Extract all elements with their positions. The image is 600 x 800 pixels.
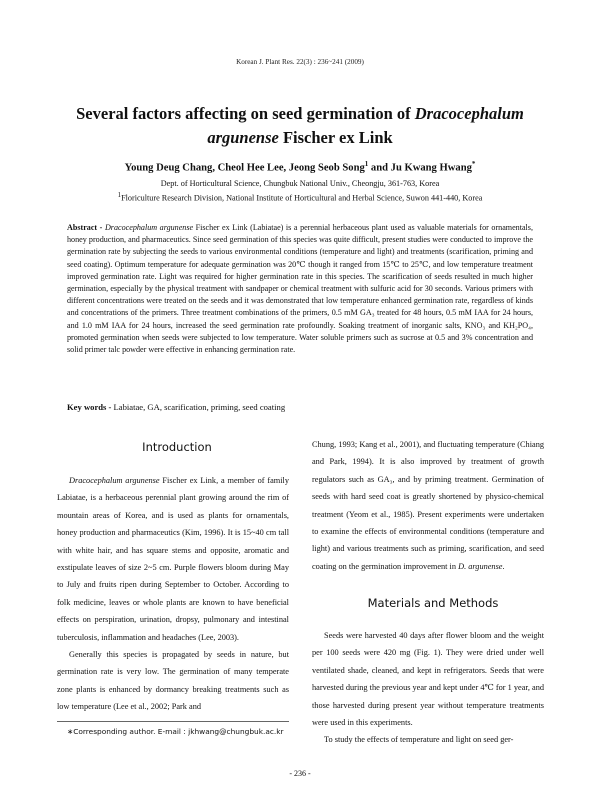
materials-methods-heading: Materials and Methods xyxy=(367,596,499,610)
author-list xyxy=(40,160,560,174)
introduction-heading: Introduction xyxy=(142,440,212,454)
footnote-divider xyxy=(57,721,289,722)
title-species-genus: Dracocephalum xyxy=(414,104,524,123)
intro-species: Dracocephalum argunense xyxy=(69,476,160,485)
affiliation-2-text: Floriculture Research Division, National Institute of Horticultural and Herbal Science, Suwon 441-440, Korea xyxy=(121,193,483,203)
keywords-label: Key words - xyxy=(67,402,114,412)
intro-p2-text: Generally this species is propagated by seeds in nature, but germination rate is very low. The germination of many temperate zone plants is enhanced by dormancy breaking treatments such as low temperature (Lee et al., 2002; Park and xyxy=(57,650,289,712)
intro-paragraph-2 xyxy=(57,646,289,716)
methods-p1-text: Seeds were harvested 40 days after flower bloom and the weight per 100 seeds were 420 mg (Fig. 1). They were dried under well ventilated shade, cleaned, and kept in refrigerators. Seeds that were harvested during the previous year and kept under 4℃ for 1 year, and those harvested during present year without temperature treatments were used in this experiments. xyxy=(312,631,544,728)
abstract-species: Dracocephalum argunense xyxy=(104,223,194,232)
methods-paragraph-1 xyxy=(312,627,544,731)
corresponding-author-footnote: ∗Corresponding author. E-mail : jkhwang@chungbuk.ac.kr xyxy=(67,727,284,736)
title-text: Several factors affecting on seed germination of xyxy=(76,104,415,123)
right-column-bottom xyxy=(312,627,544,749)
journal-header: Korean J. Plant Res. 22(3) : 236~241 (2009) xyxy=(236,58,364,66)
abstract-text: Fischer ex Link (Labiatae) is a perennial herbaceous plant used as valuable materials for ornamentals, honey production, and pharmaceutics. Since seed germination of this species was quite difficult, present studies were conducted to improve the germination rate by subjecting the seeds to various environmental conditions (temperature and light) and treatments (scarification, priming and seed coating). Optimum temperature for adequate germination was 20℃ though it ranged from 15℃ to 25℃, and low temperature treatment improved germination rate. Light was required for higher germination rate in this species. The scarification of seeds resulted in much higher germination, especially by the physical treatment with sandpaper or chemical treatment with sulfuric acid for 30 seconds. Various primers with different concentrations were treated on the seeds and it was demonstrated that low temperature enhanced germination rate, regardless of kinds and concentrations of the primers. Three treatment combinations of the primers, 0.5 mM GA₃ treated for 48 hours, 0.5 mM IAA for 24 hours, and 1.0 mM IAA for 24 hours, increased the seed germination rate profoundly. Soaking treatment of inorganic salts, KNO₃ and KH₂PO₄, promoted germination when seeds were subjected to low temperature. Water soluble primers such as sucrose at 0.5 and 3% concentration and solid primer talc powder were effective in enhancing germination rate. xyxy=(67,223,533,355)
title-species-epithet: argunense xyxy=(207,128,279,147)
corresponding-marker: * xyxy=(471,160,476,168)
title-authority: Fischer ex Link xyxy=(278,128,393,147)
methods-paragraph-2 xyxy=(312,731,544,748)
paper-title xyxy=(40,102,560,150)
abstract-label: Abstract - xyxy=(67,223,105,232)
intro-p1-text: Fischer ex Link, a member of family Labiatae, is a herbaceous perennial plant growing around the rim of mountain areas of Korea, and is used as plants for ornamentals, honey production and pharmaceutics (Kim, 1996). It is 15~40 cm tall with white hair, and has square stems and opposite, aromatic and exstipulate leaves of size 2~5 cm. Purple flowers bloom during May to July and fruits ripen during September to October. According to folk medicine, leaves or whole plants are known to have beneficial effects on perspiration, urination, dropsy, pulmonary and intestinal tuberculosis, inflammation and headaches (Lee, 2003). xyxy=(57,476,289,642)
intro-p3-text: Chung, 1993; Kang et al., 2001), and fluctuating temperature (Chiang and Park, 1994). It is also improved by treatment of growth regulators such as GA₃, and by priming treatment. Germination of seeds with hard seed coat is greatly shortened by physico-chemical treatment (Yeom et al., 1985). Present experiments were undertaken to examine the effects of environmental conditions (temperature and light) and various treatments such as priming, scarification, and seed coating on the germination improvement in xyxy=(312,440,544,571)
intro-p3-end: . xyxy=(502,561,505,571)
affiliation-marker: 1 xyxy=(117,192,122,199)
left-column xyxy=(57,472,289,716)
authors-part-a: Young Deug Chang, Cheol Hee Lee, Jeong Seob Song xyxy=(124,162,365,174)
abstract xyxy=(67,222,533,356)
methods-p2-text: To study the effects of temperature and light on seed ger- xyxy=(324,735,514,745)
intro-paragraph-1 xyxy=(57,472,289,646)
right-column-top xyxy=(312,436,544,575)
page-number: - 236 - xyxy=(289,769,311,778)
author-affil-marker: 1 xyxy=(364,160,369,168)
affiliation-1: Dept. of Horticultural Science, Chungbuk National Univ., Cheongju, 361-763, Korea xyxy=(160,179,440,188)
affiliation-2 xyxy=(40,190,560,204)
keywords xyxy=(67,402,533,412)
keywords-text: Labiatae, GA, scarification, priming, seed coating xyxy=(113,402,286,412)
authors-part-b: and Ju Kwang Hwang xyxy=(368,162,472,174)
intro-paragraph-3 xyxy=(312,436,544,575)
intro-p3-species: D. argunense xyxy=(458,561,503,571)
